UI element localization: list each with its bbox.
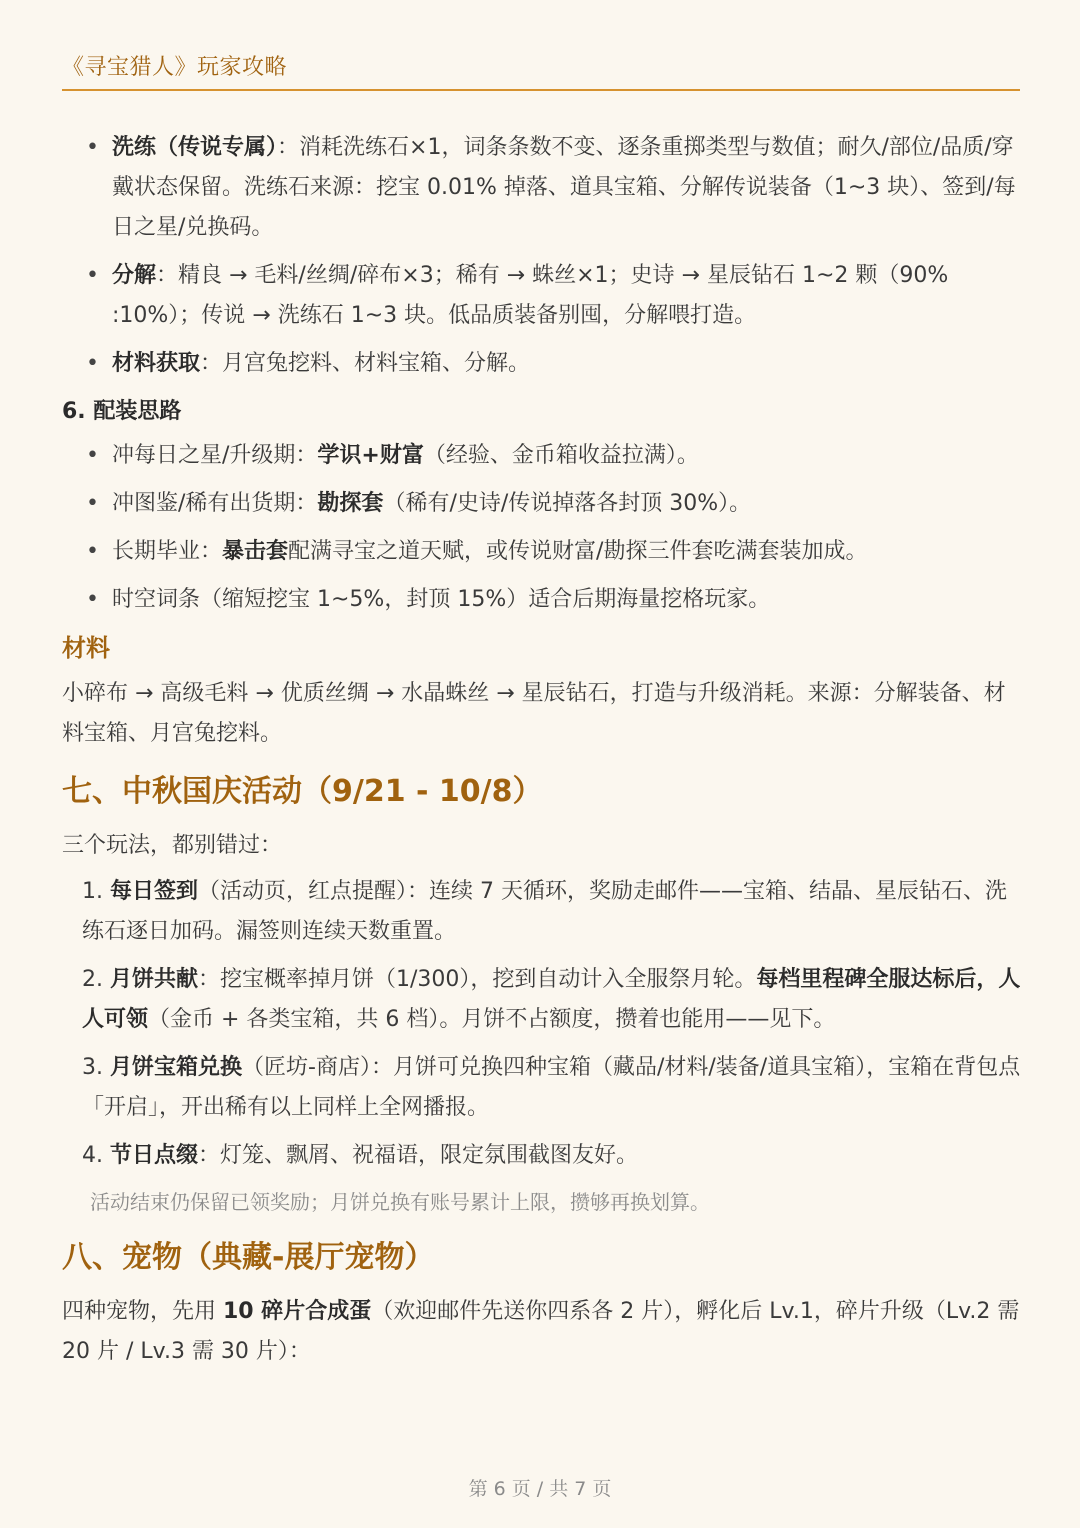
item-text: （匠坊-商店）：月饼可兑换四种宝箱（藏品/材料/装备/道具宝箱），宝箱在背包点「开启」，开出稀有以上同样上全网播报。: [82, 1055, 1021, 1120]
materials-text: 小碎布 → 高级毛料 → 优质丝绸 → 水晶蛛丝 → 星辰钻石，打造与升级消耗。来源：分解装备、材料宝箱、月宫兔挖料。: [62, 681, 1006, 746]
item-text: 长期毕业：: [112, 539, 223, 564]
pets-heading: 八、宠物（典藏-展厅宠物）: [62, 1240, 435, 1275]
item-label: 洗练（传说专属）: [112, 135, 278, 160]
item-number: 4.: [82, 1143, 103, 1168]
list-item: [62, 1048, 1024, 1128]
item-text: 冲图鉴/稀有出货期：: [112, 491, 318, 516]
event-note: 活动结束仍保留已领奖励；月饼兑换有账号累计上限，攒够再换划算。: [90, 1190, 710, 1214]
item-text: （经验、金币箱收益拉满）。: [423, 443, 699, 468]
header-divider: [62, 89, 1020, 91]
item-bold: 每日签到: [110, 879, 199, 904]
item-bold: 月饼宝箱兑换: [110, 1055, 243, 1080]
list-item: [62, 344, 1024, 384]
list-item: [62, 532, 1024, 572]
event-heading: 七、中秋国庆活动（9/21 - 10/8）: [62, 774, 543, 809]
item-label: 材料获取: [112, 351, 201, 376]
item-bold: 节日点缀: [110, 1143, 199, 1168]
item-bold: 勘探套: [317, 491, 384, 516]
item-text: 冲每日之星/升级期：: [112, 443, 318, 468]
item-text: ：挖宝概率掉月饼（1/300），挖到自动计入全服祭月轮。: [198, 967, 757, 992]
item-text: （稀有/史诗/传说掉落各封顶 30%）。: [383, 491, 752, 516]
build-heading: 6. 配装思路: [62, 399, 182, 424]
event-intro: 三个玩法，都别错过：: [62, 833, 283, 858]
list-item: [62, 484, 1024, 524]
item-text: 时空词条（缩短挖宝 1~5%，封顶 15%）适合后期海量挖格玩家。: [112, 587, 771, 612]
item-bold: 暴击套: [222, 539, 289, 564]
list-item: [62, 436, 1024, 476]
item-label: 分解: [112, 263, 157, 288]
item-text: ：消耗洗练石×1，词条条数不变、逐条重掷类型与数值；耐久/部位/品质/穿戴状态保留。洗练石来源：挖宝 0.01% 掉落、道具宝箱、分解传说装备（1~3 块）、签到/每日之星/兑换码。: [112, 135, 1016, 240]
list-item: [62, 580, 1024, 620]
pets-text-bold: 10 碎片合成蛋: [223, 1299, 372, 1324]
list-item: [62, 960, 1024, 1040]
item-text: ：精良 → 毛料/丝绸/碎布×3；稀有 → 蛛丝×1；史诗 → 星辰钻石 1~2 颗（90% :10%）；传说 → 洗练石 1~3 块。低品质装备别囤，分解喂打造。: [112, 263, 949, 328]
list-item: [62, 128, 1024, 248]
list-item: [62, 1136, 1024, 1176]
list-item: [62, 872, 1024, 952]
pets-text-pre: 四种宠物，先用: [62, 1299, 223, 1324]
item-bold: 学识+财富: [317, 443, 424, 468]
item-text: （活动页，红点提醒）：连续 7 天循环，奖励走邮件——宝箱、结晶、星辰钻石、洗练石逐日加码。漏签则连续天数重置。: [82, 879, 1008, 944]
build-bullet-list: [62, 436, 1024, 620]
item-number: 3.: [82, 1055, 103, 1080]
gear-bullet-list: [62, 128, 1024, 384]
materials-heading: 材料: [62, 634, 110, 662]
item-bold: 月饼共献: [110, 967, 199, 992]
pets-text: [62, 1292, 1024, 1372]
item-text: 配满寻宝之道天赋，或传说财富/勘探三件套吃满套装加成。: [288, 539, 868, 564]
item-number: 1.: [82, 879, 103, 904]
document-title: 《寻宝猎人》玩家攻略: [62, 55, 288, 80]
item-text: ：月宫兔挖料、材料宝箱、分解。: [200, 351, 531, 376]
item-number: 2.: [82, 967, 103, 992]
page-content: [62, 128, 1024, 1378]
pets-text-post: （欢迎邮件先送你四系各 2 片），孵化后 Lv.1，碎片升级（Lv.2 需 20 片 / Lv.3 需 30 片）：: [62, 1299, 1020, 1364]
event-ordered-list: [62, 872, 1024, 1176]
item-text: （金币 + 各类宝箱，共 6 档）。月饼不占额度，攒着也能用——见下。: [148, 1007, 836, 1032]
page-number: 第 6 页 / 共 7 页: [468, 1478, 612, 1500]
item-bold: 每档里程碑全服达标后，人人可领: [82, 967, 1021, 1032]
item-text: ：灯笼、飘屑、祝福语，限定氛围截图友好。: [198, 1143, 639, 1168]
list-item: [62, 256, 1024, 336]
